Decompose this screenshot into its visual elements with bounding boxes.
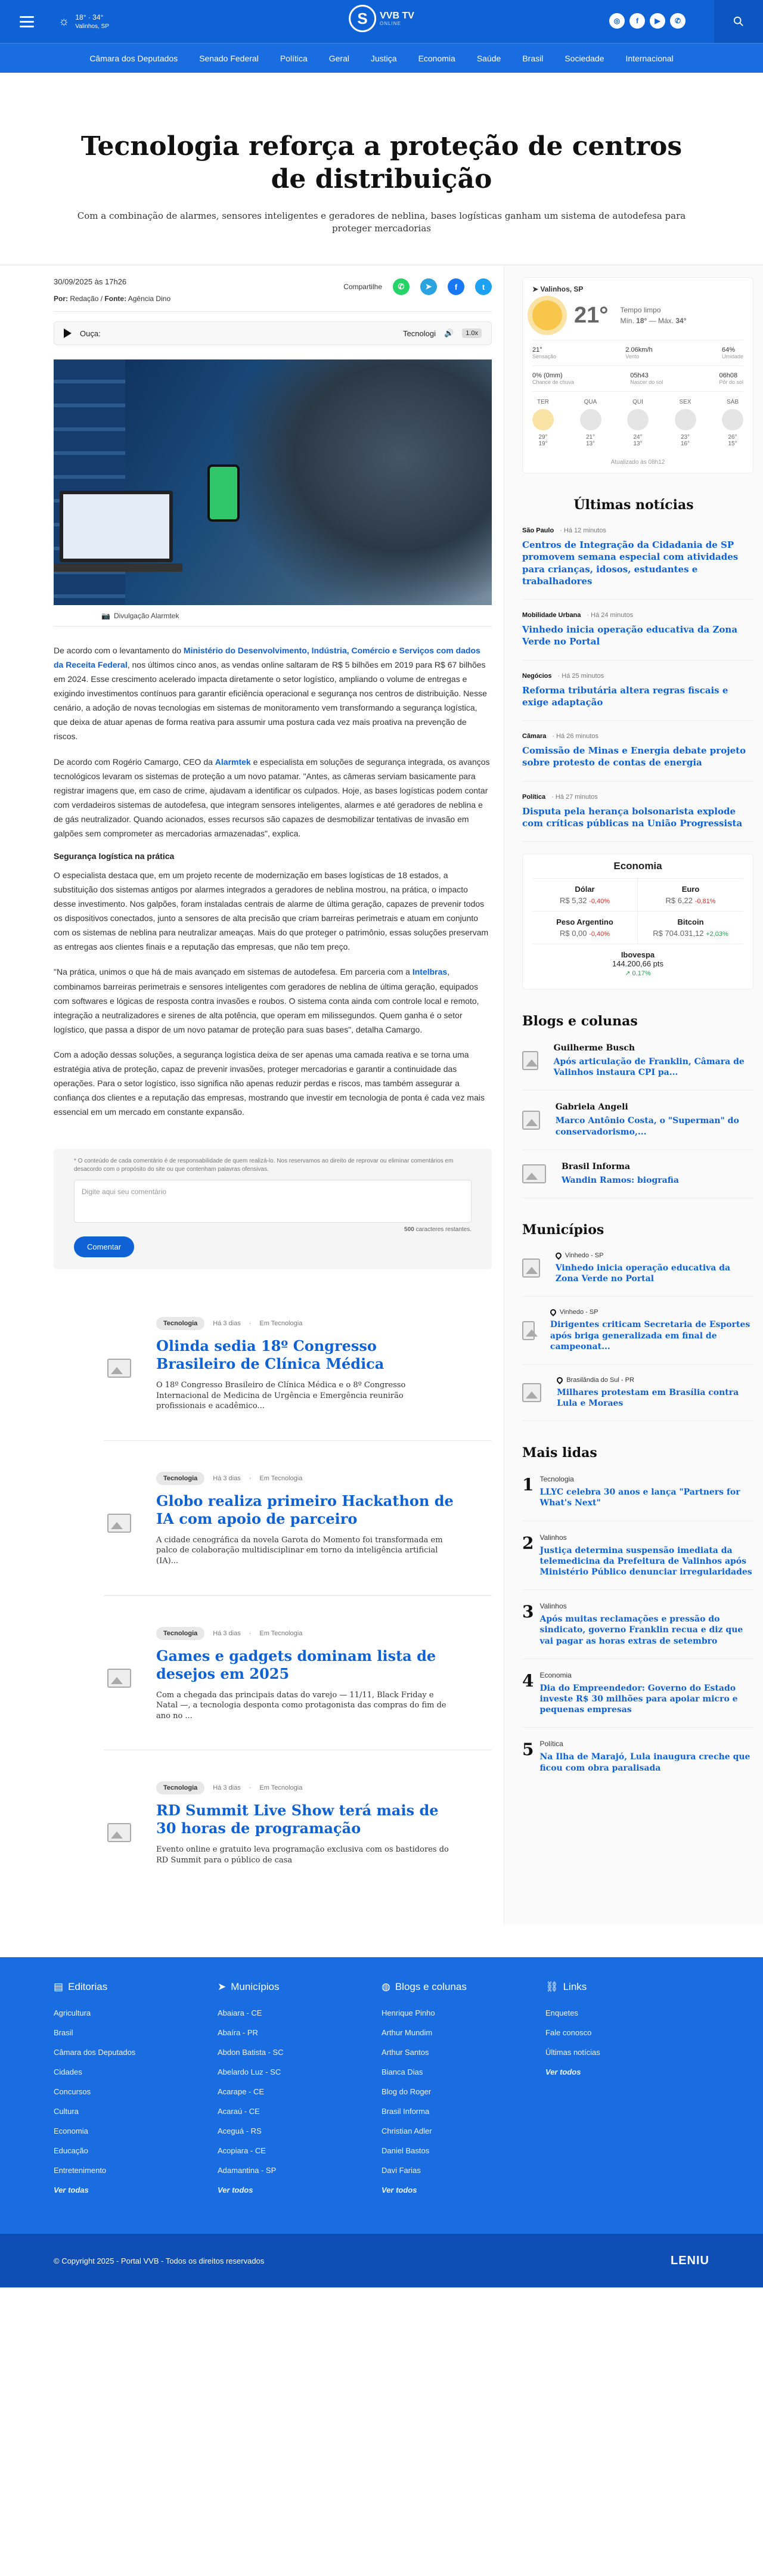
- nav-item[interactable]: Sociedade: [565, 53, 604, 63]
- cloud-rain-icon: [722, 409, 743, 430]
- news-item[interactable]: São Paulo · Há 12 minutos Centros de Integração da Cidadania de SP promovem semana especial com atividades para crianças, idosos, estudantes e trabalhadores: [522, 527, 753, 600]
- image-placeholder-icon: [104, 1817, 135, 1848]
- audio-player: [54, 321, 492, 345]
- location-icon: ➤: [218, 1981, 227, 1993]
- related-item[interactable]: Tecnologia Há 3 dias · Em Tecnologia Olinda sedia 18º Congresso Brasileiro de Clínica Médica O 18º Congresso Brasileiro de Clínica Médica e o 8º Congresso Internacional de Medicina de Urgência e Emergência reunirão profissionais e acadêmico...: [104, 1317, 492, 1441]
- weather-updated: Atualizado às 08h12: [610, 459, 665, 466]
- footer-link[interactable]: Acarape - CE: [218, 2087, 265, 2097]
- facebook-share-icon[interactable]: f: [448, 278, 464, 295]
- footer-link[interactable]: Blog do Roger: [382, 2087, 432, 2097]
- publish-date: 30/09/2025 às 17h26: [54, 277, 127, 286]
- related-news: [54, 1269, 492, 1894]
- footer-link[interactable]: Bianca Dias: [382, 2067, 423, 2077]
- comment-button[interactable]: Comentar: [74, 1236, 134, 1257]
- news-item[interactable]: Câmara · Há 26 minutos Comissão de Minas e Energia debate projeto sobre protesto de contas de energia: [522, 733, 753, 782]
- related-item[interactable]: Tecnologia Há 3 dias · Em Tecnologia RD Summit Live Show terá mais de 30 horas de programação Evento online e gratuito leva programação exclusiva com os bastidores do RD Summit para o público de casa: [104, 1781, 492, 1894]
- footer-col-links: ⛓ Links Enquetes Fale conosco Últimas notícias Ver todos: [545, 1981, 709, 2205]
- whatsapp-share-icon[interactable]: ✆: [393, 278, 410, 295]
- share-bar: Compartilhe ✆ ➤ f t: [343, 280, 492, 294]
- nav-item[interactable]: Justiça: [370, 53, 397, 63]
- sun-icon: [532, 409, 554, 430]
- footer-link[interactable]: Acaraú - CE: [218, 2107, 260, 2116]
- article-paragraph: O especialista destaca que, em um projeto recente de modernização em bases logísticas de 18 estados, a substituição dos sistemas antigos por alarmes integrados a geradores de neblina mostrou, na prática, o impacto desse investimento. Nos galpões, foram instaladas centrais de alarme de última geração, capazes de prevenir todos os dispositivos conectados, junto a sensores de alta precisão que criam barreiras perimetrais e atuam em conjunto com os sistemas de neblina para neutralizar ameaças. Mais do que proteger o patrimônio, essas soluções preservam as entregas aos clientes finais e a reputação das empresas, que não tem preço.: [54, 870, 489, 952]
- intelbras-link[interactable]: Intelbras: [412, 967, 448, 977]
- footer-link[interactable]: Brasil Informa: [382, 2107, 430, 2116]
- latest-news: [522, 527, 753, 842]
- footer-bottom: [0, 2234, 763, 2287]
- sun-icon: ☼: [58, 14, 70, 28]
- footer-link[interactable]: Aceguá - RS: [218, 2126, 262, 2136]
- location-icon: [554, 1251, 563, 1260]
- muni-title: Municípios: [522, 1222, 604, 1238]
- footer-link[interactable]: Christian Adler: [382, 2126, 432, 2136]
- currency-peso: Peso Argentino R$ 0,00 -0,40%: [532, 912, 638, 944]
- comments-note: * O conteúdo de cada comentário é de responsabilidade de quem realizá-lo. Nos reservamos ao direito de reprovar ou eliminar comentários em desacordo com o propósito do site ou que contenham palavras ofensivas.: [74, 1158, 454, 1173]
- developer-logo[interactable]: LENIU: [671, 2253, 709, 2267]
- blog-item[interactable]: Guilherme Busch Após articulação de Franklin, Câmara de Valinhos instaura CPI pa...: [522, 1043, 753, 1090]
- footer-see-all[interactable]: Ver todos: [218, 2186, 253, 2195]
- image-placeholder-icon: [522, 1111, 540, 1130]
- article-paragraph: De acordo com Rogério Camargo, CEO da Alarmtek e especialista em soluções de segurança integrada, os avanços tecnológicos levaram os sistemas de proteção a um novo patamar. "Antes, as câmeras serviam basicamente para registrar imagens que, em caso de crime, ajudavam a identificar os culpados. Hoje, as bases logísticas podem contar com verdadeiros sistemas de autodefesa, que integram sensores inteligentes, alarmes e até geradores de neblina e de gás neutralizador. Quando acionados, esses recursos são capazes de desmobilizar tentativas de invasão em galpões sem comprometer as mercadorias armazenadas", explica.: [54, 757, 490, 838]
- facebook-icon[interactable]: f: [629, 13, 645, 29]
- currency-euro: Euro R$ 6,22 -0,81%: [638, 879, 743, 912]
- search-icon[interactable]: [714, 0, 763, 43]
- municipio-item[interactable]: Brasilândia do Sul - PR Milhares protestam em Brasília contra Lula e Moraes: [522, 1377, 753, 1421]
- article-body: [54, 643, 492, 1119]
- nav-item[interactable]: Economia: [418, 53, 455, 63]
- image-placeholder-icon: [104, 1663, 135, 1694]
- related-item[interactable]: Tecnologia Há 3 dias · Em Tecnologia Games e gadgets dominam lista de desejos em 2025 Com a chegada das principais datas do varejo — 11/11, Black Friday e Natal —, a tecnologia desponta como protagonista das compras do fim de ano no ...: [104, 1627, 492, 1751]
- telegram-share-icon[interactable]: ➤: [420, 278, 437, 295]
- article-paragraph: "Na prática, unimos o que há de mais avançado em sistemas de autodefesa. Em parceria com a Intelbras, combinamos barreiras perimetrais e sensores inteligentes com geradores de neblina de última geração, equipados com softwares e lógicas de resposta contra invasões e roubos. O sistema conta ainda com controle local e remoto, integração a neutralizadores e sirenes de alta potência, que operam em milissegundos. Quem ganha é o setor logístico, que passa a dispor de um novo patamar de proteção para suas bases", detalha Camargo.: [54, 967, 479, 1034]
- footer-link[interactable]: Concursos: [54, 2087, 91, 2097]
- related-excerpt: A cidade cenográfica da novela Garota do Momento foi transformada em palco de colaboração multidisciplinar em torno da inteligência artificial (IA)...: [156, 1535, 443, 1566]
- section-heading: Segurança logística na prática: [54, 851, 175, 861]
- most-read-list: [522, 1475, 753, 1785]
- footer-link[interactable]: Cidades: [54, 2067, 82, 2077]
- main-nav: [0, 43, 763, 73]
- top-header: [0, 0, 763, 43]
- site-footer: [0, 1957, 763, 2234]
- header-weather[interactable]: [58, 13, 109, 30]
- footer-link[interactable]: Abelardo Luz - SC: [218, 2067, 281, 2077]
- weather-location[interactable]: ➤ Valinhos, SP: [532, 285, 584, 293]
- whatsapp-icon[interactable]: ✆: [670, 13, 686, 29]
- footer-link[interactable]: Davi Farias: [382, 2166, 421, 2175]
- speed-button[interactable]: 1.0x: [462, 328, 482, 338]
- ibovespa: Ibovespa 144.200,66 pts ↗ 0.17%: [612, 950, 664, 977]
- most-read-title: Mais lidas: [522, 1445, 597, 1461]
- footer-link[interactable]: Abaiara - CE: [218, 2008, 262, 2018]
- economy-widget: Economia Dólar R$ 5,32 -0,40% Euro R$ 6,22 -0,81% Peso Argentino R$ 0,00 -0,40% Bitcoin R$ 704.031,12 +2,03% Ibovespa 144.200,66 pts ↗ 0.17%: [522, 854, 753, 990]
- nav-item[interactable]: Geral: [328, 53, 349, 63]
- footer-col-municipios: ➤ Municípios Abaiara - CE Abaíra - PR Abdon Batista - SC Abelardo Luz - SC Acarape - CE Acaraú - CE Aceguá - RS Acopiara - CE Adamantina - SP Ver todos: [218, 1981, 382, 2205]
- related-title[interactable]: Games e gadgets dominam lista de desejos em 2025: [156, 1647, 436, 1682]
- category-tag[interactable]: Tecnologia: [156, 1317, 204, 1330]
- link-icon: ⛓: [545, 1981, 559, 1993]
- weather-forecast: TER 29° 19° QUA 21° 13° QUI 24° 13° SEX 23° 16° SÁB 26° 15°: [532, 391, 743, 454]
- ministry-link[interactable]: Ministério do Desenvolvimento, Indústria, Comércio e Serviços com dados da Receita Federal: [54, 646, 480, 670]
- cloud-rain-icon: [675, 409, 696, 430]
- most-read-item[interactable]: 1 Tecnologia LLYC celebra 30 anos e lança "Partners for What's Next": [522, 1475, 753, 1521]
- copyright: © Copyright 2025 - Portal VVB - Todos os direitos reservados: [54, 2256, 265, 2265]
- image-placeholder-icon: [104, 1353, 135, 1384]
- footer-link[interactable]: Cultura: [54, 2107, 79, 2116]
- municipio-item[interactable]: Vinhedo - SP Vinhedo inicia operação educativa da Zona Verde no Portal: [522, 1252, 753, 1297]
- weather-widget: ➤ Valinhos, SP 21° Tempo limpo Mín. 18° — Máx. 34° 21° Sensação 2.06km/h Vento 64% Umidade 0% (0mm) Chance de chuva 05h43 Nascer do sol 06h08 Pôr do sol TER 29° 19° QUA 21° 13° QUI 24° 13° SEX 23° 16° SÁB 26° 15° Atualizado às 08h12: [522, 277, 753, 473]
- footer-link[interactable]: Abaíra - PR: [218, 2028, 258, 2038]
- footer-link[interactable]: Adamantina - SP: [218, 2166, 277, 2175]
- related-title[interactable]: Globo realiza primeiro Hackathon de IA com apoio de parceiro: [156, 1492, 454, 1527]
- nav-item[interactable]: Saúde: [476, 53, 501, 63]
- blogs-list: [522, 1043, 753, 1198]
- sidebar: [504, 265, 763, 1925]
- article-main: [0, 265, 504, 1925]
- globe-icon: ◍: [382, 1981, 390, 1993]
- instagram-icon[interactable]: ◎: [609, 13, 625, 29]
- category-tag[interactable]: Tecnologia: [156, 1472, 204, 1485]
- footer-link[interactable]: Enquetes: [545, 2008, 578, 2018]
- menu-icon[interactable]: [0, 0, 54, 43]
- location-icon: [549, 1308, 557, 1316]
- image-placeholder-icon: [522, 1321, 535, 1340]
- footer-link[interactable]: Arthur Santos: [382, 2048, 429, 2057]
- nav-item[interactable]: Câmara dos Deputados: [89, 53, 178, 63]
- footer-link[interactable]: Acopiara - CE: [218, 2146, 266, 2156]
- footer-link[interactable]: Daniel Bastos: [382, 2146, 430, 2156]
- footer-see-all[interactable]: Ver todos: [382, 2186, 417, 2195]
- article-title: Tecnologia reforça a proteção de centros de distribuição: [80, 131, 683, 194]
- category-tag[interactable]: Tecnologia: [156, 1627, 204, 1640]
- related-excerpt: O 18º Congresso Brasileiro de Clínica Médica e o 8º Congresso Internacional de Medicina de Urgência e Emergência reunirão profissionais e acadêmico...: [156, 1381, 406, 1411]
- location-icon: [556, 1376, 564, 1384]
- cloud-rain-icon: [580, 409, 601, 430]
- char-count: 500 caracteres restantes.: [404, 1226, 472, 1233]
- footer-link[interactable]: Entretenimento: [54, 2166, 107, 2175]
- comments-section: [54, 1149, 492, 1269]
- social-links: [609, 13, 686, 29]
- nav-item[interactable]: Senado Federal: [199, 53, 259, 63]
- site-logo[interactable]: S VVB TV ONLINE: [349, 5, 414, 32]
- related-item[interactable]: Tecnologia Há 3 dias · Em Tecnologia Globo realiza primeiro Hackathon de IA com apoio de parceiro A cidade cenográfica da novela Garota do Momento foi transformada em palco de colaboração multidisciplinar em torno da inteligência artificial (IA)...: [104, 1472, 492, 1596]
- comment-input[interactable]: Digite aqui seu comentário: [74, 1180, 472, 1223]
- article-meta: [54, 277, 492, 312]
- related-title[interactable]: Olinda sedia 18º Congresso Brasileiro de Clínica Médica: [156, 1337, 384, 1373]
- twitter-share-icon[interactable]: t: [475, 278, 492, 295]
- image-placeholder-icon: [522, 1383, 541, 1402]
- related-title[interactable]: RD Summit Live Show terá mais de 30 horas de programação: [156, 1802, 439, 1837]
- image-placeholder-icon: [522, 1051, 538, 1070]
- article-hero: [0, 73, 763, 265]
- news-item[interactable]: Mobilidade Urbana · Há 24 minutos Vinhedo inicia operação educativa da Zona Verde no Portal: [522, 612, 753, 661]
- article-paragraph: Com a adoção dessas soluções, a segurança logística deixa de ser apenas uma camada reativa e se torna uma estratégia ativa de proteção, capaz de prevenir invasões, proteger mercadorias e garantir a continuidade das operações. Para o setor logístico, isso significa não apenas reduzir perdas e riscos, mas também assegurar a confiança dos clientes e a reputação das empresas, mostrando que investir em tecnologia de ponta é cada vez mais essencial em um mercado em constante expansão.: [54, 1049, 485, 1117]
- blog-item[interactable]: Brasil Informa Wandin Ramos: biografia: [522, 1162, 753, 1198]
- image-placeholder-icon: [522, 1258, 540, 1278]
- nav-item[interactable]: Política: [280, 53, 308, 63]
- footer-link[interactable]: Arthur Mundim: [382, 2028, 433, 2038]
- footer-link[interactable]: Brasil: [54, 2028, 73, 2038]
- currency-bitcoin: Bitcoin R$ 704.031,12 +2,03%: [638, 912, 743, 944]
- footer-link[interactable]: Agricultura: [54, 2008, 91, 2018]
- latest-title: Últimas notícias: [573, 497, 694, 513]
- footer-col-editorias: ▤ Editorias Agricultura Brasil Câmara dos Deputados Cidades Concursos Cultura Economia Educação Entretenimento Ver todas: [54, 1981, 218, 2205]
- news-item[interactable]: Negócios · Há 25 minutos Reforma tributária altera regras fiscais e exige adaptação: [522, 672, 753, 721]
- category-tag[interactable]: Tecnologia: [156, 1781, 204, 1794]
- player-label: Ouça:: [80, 328, 101, 338]
- footer-link[interactable]: Abdon Batista - SC: [218, 2048, 284, 2057]
- footer-see-all[interactable]: Ver todos: [545, 2067, 581, 2077]
- footer-link[interactable]: Fale conosco: [545, 2028, 592, 2038]
- image-placeholder-icon: [104, 1508, 135, 1539]
- currency-dolar: Dólar R$ 5,32 -0,40%: [532, 879, 638, 912]
- most-read-item[interactable]: 2 Valinhos Justiça determina suspensão imediata da telemedicina da Prefeitura de Valinhos após Ministério Público denunciar irregularidades: [522, 1533, 753, 1591]
- camera-icon: 📷: [101, 611, 110, 620]
- youtube-icon[interactable]: ▶: [650, 13, 665, 29]
- alarmtek-link[interactable]: Alarmtek: [215, 757, 251, 767]
- image-placeholder-icon: [522, 1164, 546, 1183]
- news-item[interactable]: Política · Há 27 minutos Disputa pela herança bolsonarista explode com críticas públicas na União Progressista: [522, 793, 753, 842]
- municipio-item[interactable]: Vinhedo - SP Dirigentes criticam Secretaria de Esportes após briga generalizada em final de campeonat...: [522, 1309, 753, 1365]
- footer-see-all[interactable]: Ver todas: [54, 2186, 89, 2195]
- article-subtitle: Com a combinação de alarmes, sensores inteligentes e geradores de neblina, bases logísticas ganham um sistema de autodefesa para proteger mercadorias: [77, 210, 686, 234]
- nav-item[interactable]: Brasil: [522, 53, 544, 63]
- most-read-item[interactable]: 4 Economia Dia do Empreendedor: Governo do Estado investe R$ 30 milhões para apoiar micro e pequenas empresas: [522, 1671, 753, 1728]
- byline: Por: Redação / Fonte: Agência Dino: [54, 295, 171, 303]
- related-excerpt: Com a chegada das principais datas do varejo — 11/11, Black Friday e Natal —, a tecnologia desponta como protagonista das compras do fim de ano no ...: [156, 1690, 446, 1721]
- cloud-rain-icon: [627, 409, 649, 430]
- footer-link[interactable]: Educação: [54, 2146, 88, 2156]
- article-paragraph: De acordo com o levantamento do Ministério do Desenvolvimento, Indústria, Comércio e Serviços com dados da Receita Federal, nos últimos cinco anos, as vendas online saltaram de R$ 5 bilhões em 2019 para R$ 67 bilhões em 2024. Esse crescimento acelerado impacta diretamente o setor logístico, ampliando o volume de entregas e exigindo investimentos contínuos para garantir eficiência operacional e segurança nos centros de distribuição. Nesse cenário, a adoção de novas tecnologias em sistemas de monitoramento vem transformando a segurança logística, que deixa de atuar apenas de forma reativa para assumir uma postura cada vez mais proativa na prevenção de riscos.: [54, 646, 487, 742]
- footer-link[interactable]: Últimas notícias: [545, 2048, 600, 2057]
- footer-link[interactable]: Câmara dos Deputados: [54, 2048, 136, 2057]
- related-excerpt: Evento online e gratuito leva programação exclusiva com os bastidores do RD Summit para o público de casa: [156, 1845, 449, 1865]
- weather-details: 21° Sensação 2.06km/h Vento 64% Umidade: [532, 340, 743, 365]
- sun-icon: [532, 300, 562, 330]
- most-read-item[interactable]: 3 Valinhos Após muitas reclamações e pressão do sindicato, governo Franklin recua e diz que vai pagar as horas extras de setembro: [522, 1602, 753, 1659]
- photo-caption: 📷 Divulgação Alarmtek: [54, 605, 492, 627]
- header-weather-text: 18° · 34° Valinhos, SP: [75, 13, 109, 30]
- player-category: Tecnologi: [403, 328, 436, 338]
- document-icon: ▤: [54, 1981, 64, 1993]
- footer-link[interactable]: Economia: [54, 2126, 88, 2136]
- footer-link[interactable]: Henrique Pinho: [382, 2008, 435, 2018]
- play-icon[interactable]: [64, 328, 72, 338]
- blogs-title: Blogs e colunas: [522, 1013, 638, 1029]
- municipios-list: [522, 1252, 753, 1421]
- volume-icon[interactable]: 🔊: [444, 328, 454, 337]
- weather-details-2: 0% (0mm) Chance de chuva 05h43 Nascer do sol 06h08 Pôr do sol: [532, 365, 743, 391]
- weather-temp: 21°: [574, 302, 609, 328]
- blog-item[interactable]: Gabriela Angeli Marco Antônio Costa, o "Superman" do conservadorismo,...: [522, 1102, 753, 1149]
- nav-item[interactable]: Internacional: [625, 53, 674, 63]
- most-read-item[interactable]: 5 Política Na Ilha de Marajó, Lula inaugura creche que ficou com obra paralisada: [522, 1740, 750, 1773]
- footer-col-blogs: ◍ Blogs e colunas Henrique Pinho Arthur Mundim Arthur Santos Bianca Dias Blog do Roger Brasil Informa Christian Adler Daniel Bastos Davi Farias Ver todos: [382, 1981, 545, 2205]
- article-photo: [54, 359, 492, 605]
